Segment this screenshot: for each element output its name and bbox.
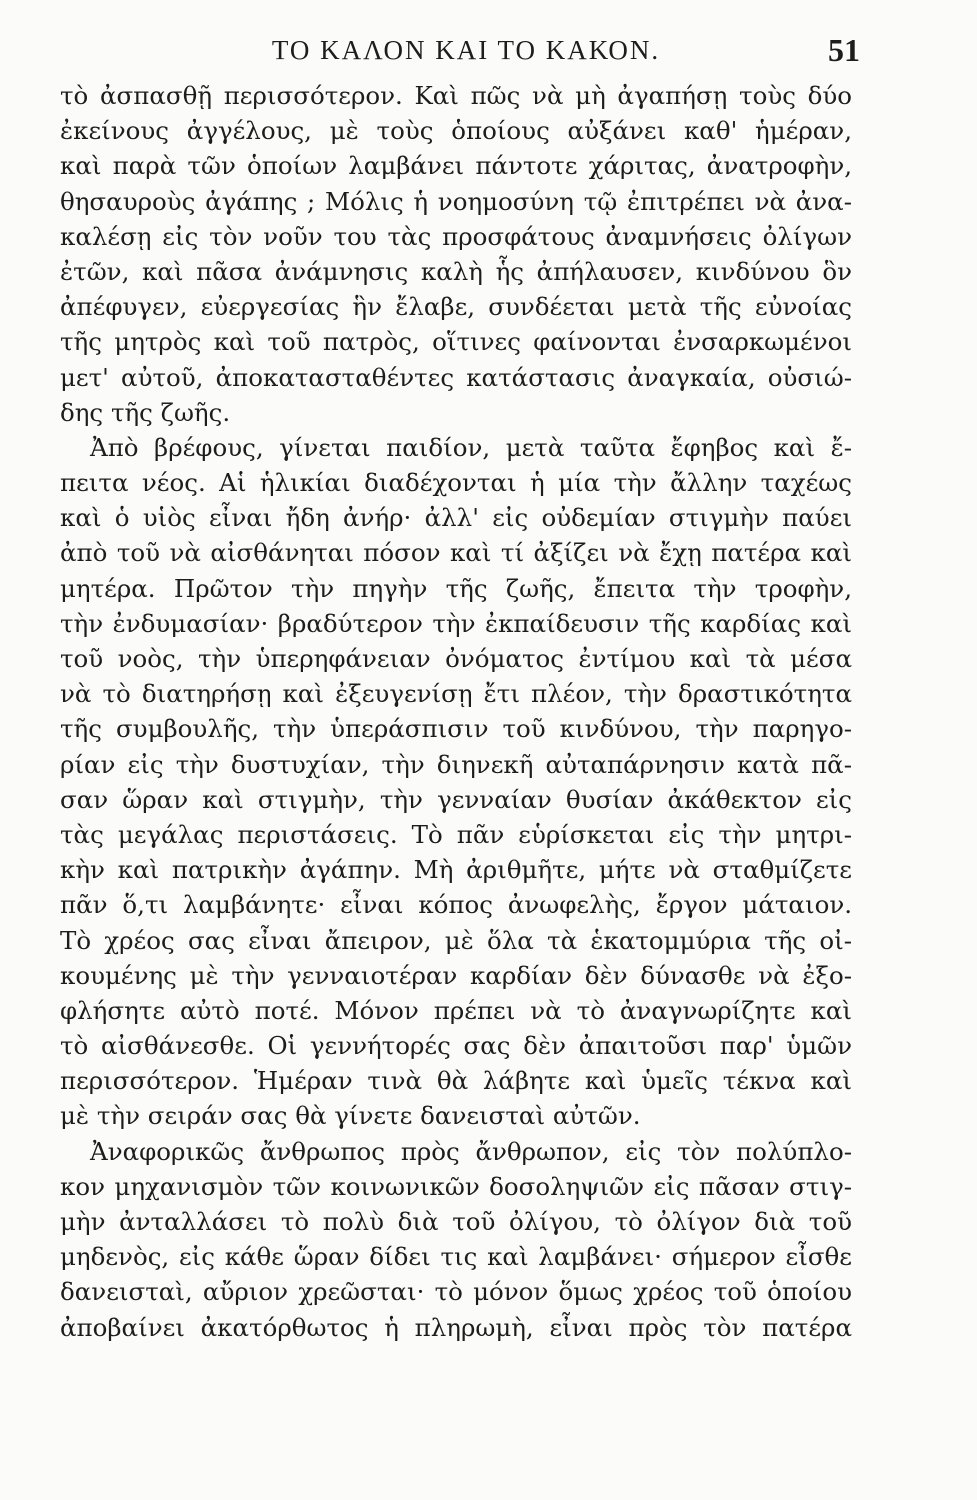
text-line: ἀπὸ τοῦ νὰ αἰσθάνηται πόσον καὶ τί ἀξίζει νὰ ἔχῃ πατέρα καὶ — [60, 538, 852, 568]
text-line: πᾶν ὅ,τι λαμβάνητε· εἶναι κόπος ἀνωφελὴς, ἔργον μάταιον. — [60, 890, 852, 920]
paragraph-start-line: Ἀναφορικῶς ἄνθρωπος πρὸς ἄνθρωπον, εἰς τὸν πολύπλο- — [90, 1136, 852, 1166]
text-line: σαν ὥραν καὶ στιγμὴν, τὴν γενναίαν θυσίαν ἀκάθεκτον εἰς — [60, 784, 852, 814]
text-line: δης τῆς ζωῆς. — [60, 397, 231, 427]
paragraph-start-line: Ἀπὸ βρέφους, γίνεται παιδίον, μετὰ ταῦτα ἔφηβος καὶ ἔ- — [90, 432, 852, 462]
text-line: κουμένης μὲ τὴν γενναιοτέραν καρδίαν δὲν δύνασθε νὰ ἐξο- — [60, 960, 852, 990]
text-line: νὰ τὸ διατηρήσῃ καὶ ἐξευγενίσῃ ἔτι πλέον, τὴν δραστικότητα — [60, 679, 852, 709]
text-line: καλέσῃ εἰς τὸν νοῦν του τὰς προσφάτους ἀναμνήσεις ὀλίγων — [60, 221, 852, 251]
text-line: μὲ τὴν σειράν σας θὰ γίνετε δανεισταὶ αὐτῶν. — [60, 1101, 641, 1131]
text-line: πειτα νέος. Αἱ ἡλικίαι διαδέχονται ἡ μία τὴν ἄλλην ταχέως — [60, 468, 852, 498]
page-number: 51 — [828, 32, 860, 68]
text-line: δανεισταὶ, αὔριον χρεῶσται· τὸ μόνον ὅμως χρέος τοῦ ὁποίου — [60, 1277, 852, 1307]
text-line: τὸ αἰσθάνεσθε. Οἱ γεννήτορές σας δὲν ἀπαιτοῦσι παρ' ὑμῶν — [60, 1031, 852, 1061]
text-line: θησαυροὺς ἀγάπης ; Μόλις ἡ νοημοσύνη τῷ ἐπιτρέπει νὰ ἀνα- — [60, 186, 852, 216]
text-line: περισσότερον. Ἡμέραν τινὰ θὰ λάβητε καὶ ὑμεῖς τέκνα καὶ — [60, 1066, 852, 1096]
text-line: ρίαν εἰς τὴν δυστυχίαν, τὴν διηνεκῆ αὐταπάρνησιν κατὰ πᾶ- — [60, 749, 852, 779]
text-line: μὴν ἀνταλλάσει τὸ πολὺ διὰ τοῦ ὀλίγου, τὸ ὀλίγον διὰ τοῦ — [60, 1207, 852, 1236]
text-line: μηδενὸς, εἰς κάθε ὥραν δίδει τις καὶ λαμβάνει· σήμερον εἶσθε — [60, 1242, 852, 1272]
text-line: ἀποβαίνει ἀκατόρθωτος ἡ πληρωμὴ, εἶναι πρὸς τὸν πατέρα — [60, 1312, 852, 1342]
text-line: τὰς μεγάλας περιστάσεις. Τὸ πᾶν εὑρίσκεται εἰς τὴν μητρι- — [60, 819, 852, 849]
text-line: μητέρα. Πρῶτον τὴν πηγὴν τῆς ζωῆς, ἔπειτα τὴν τροφὴν, — [60, 573, 852, 603]
running-title: ΤΟ ΚΑΛΟΝ ΚΑΙ ΤΟ ΚΑΚΟΝ. — [271, 35, 661, 65]
text-line: Τὸ χρέος σας εἶναι ἄπειρον, μὲ ὅλα τὰ ἑκατομμύρια τῆς οἰ- — [60, 925, 852, 955]
text-line: καὶ παρὰ τῶν ὁποίων λαμβάνει πάντοτε χάριτας, ἀνατροφὴν, — [60, 151, 852, 181]
text-line: κὴν καὶ πατρικὴν ἀγάπην. Μὴ ἀριθμῆτε, μήτε νὰ σταθμίζετε — [60, 855, 852, 885]
text-line: φλήσητε αὐτὸ ποτέ. Μόνον πρέπει νὰ τὸ ἀναγνωρίζητε καὶ — [60, 995, 852, 1025]
text-line: ἐκείνους ἀγγέλους, μὲ τοὺς ὁποίους αὐξάνει καθ' ἡμέραν, — [60, 116, 852, 146]
text-line: τῆς συμβουλῆς, τὴν ὑπεράσπισιν τοῦ κινδύνου, τὴν παρηγο- — [60, 714, 852, 744]
text-line: τὸ ἀσπασθῇ περισσότερον. Καὶ πῶς νὰ μὴ ἀγαπήσῃ τοὺς δύο — [60, 81, 852, 110]
text-line: ἀπέφυγεν, εὐεργεσίας ἣν ἔλαβε, συνδέεται μετὰ τῆς εὐνοίας — [60, 292, 852, 322]
text-line: μετ' αὐτοῦ, ἀποκατασταθέντες κατάστασις ἀναγκαία, οὐσιώ- — [60, 362, 852, 392]
page-header — [60, 30, 860, 70]
text-line: τῆς μητρὸς καὶ τοῦ πατρὸς, οἵτινες φαίνονται ἐνσαρκωμένοι — [60, 327, 852, 357]
text-line: ἐτῶν, καὶ πᾶσα ἀνάμνησις καλὴ ἧς ἀπήλαυσεν, κινδύνου ὃν — [60, 256, 852, 286]
body-text — [60, 78, 852, 1345]
text-line: τοῦ νοὸς, τὴν ὑπερηφάνειαν ὀνόματος ἐντίμου καὶ τὰ μέσα — [60, 644, 852, 673]
text-line: τὴν ἐνδυμασίαν· βραδύτερον τὴν ἐκπαίδευσιν τῆς καρδίας καὶ — [60, 608, 852, 638]
text-line: καὶ ὁ υἱὸς εἶναι ἤδη ἀνήρ· ἀλλ' εἰς οὐδεμίαν στιγμὴν παύει — [60, 503, 852, 533]
text-line: κον μηχανισμὸν τῶν κοινωνικῶν δοσοληψιῶν εἰς πᾶσαν στιγ- — [60, 1171, 852, 1201]
